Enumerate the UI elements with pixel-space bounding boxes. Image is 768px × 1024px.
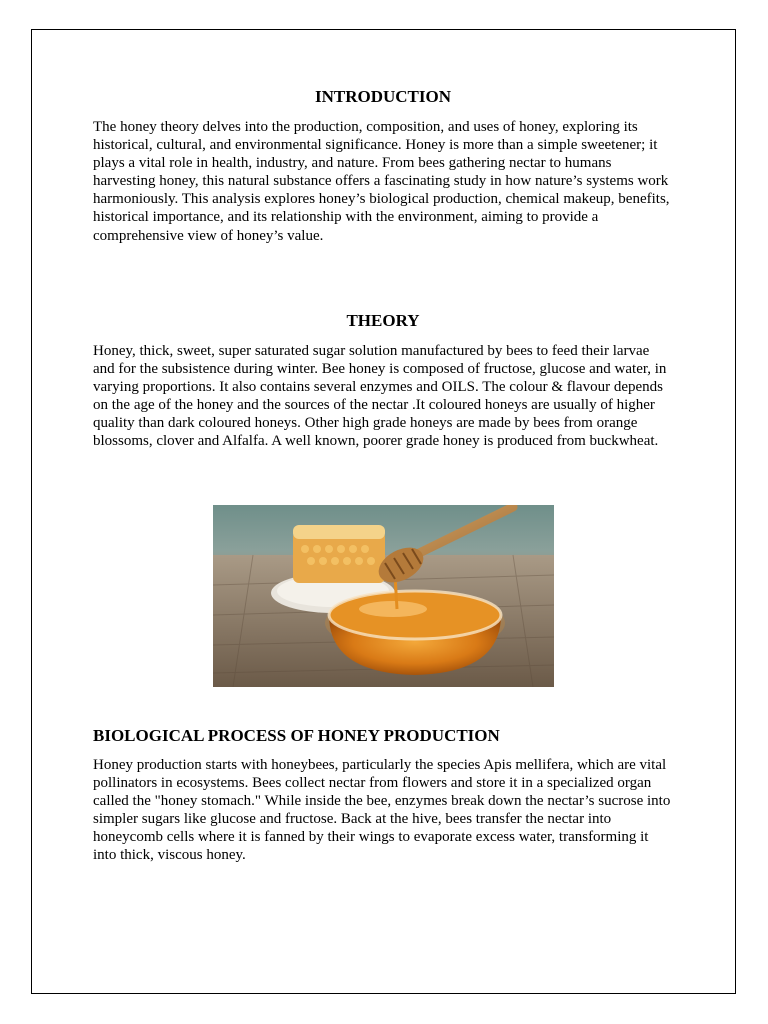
theory-heading: THEORY: [346, 311, 420, 330]
biological-paragraph: Honey production starts with honeybees, particularly the species Apis mellifera, which are vital pollinators in ecosystems. Bees collect nectar from flowers and store it in a specialized organ called the "honey stomach." While inside the bee, enzymes break down the nectar’s sucrose into simpler sugars like glucose and fructose. Back at the hive, bees transfer the nectar into honeycomb cells where it is fanned by their wings to evaporate excess water, transforming it into thick, viscous honey.: [93, 757, 671, 864]
introduction-paragraph: The honey theory delves into the production, composition, and uses of honey, exploring its historical, cultural, and environmental significance. Honey is more than a simple sweetener; it plays a vital role in health, industry, and nature. From bees gathering nectar to humans harvesting honey, this natural substance offers a fascinating study in how nature’s systems work harmoniously. This analysis explores honey’s biological production, chemical makeup, benefits, historical importance, and its relationship with the environment, aiming to provide a comprehensive view of honey’s value.: [93, 119, 670, 244]
theory-paragraph: Honey, thick, sweet, super saturated sugar solution manufactured by bees to feed their larvae and for the subsistence during winter. Bee honey is composed of fructose, glucose and water, in varying proportions. It also contains several enzymes and OILS. The colour & flavour depends on the age of the honey and the sources of the nectar .It coloured honeys are usually of higher quality than dark coloured honeys. Other high grade honeys are made by bees from orange blossoms, clover and Alfalfa. A well known, poorer grade honey is produced from buckwheat.: [93, 343, 667, 450]
biological-heading: BIOLOGICAL PROCESS OF HONEY PRODUCTION: [93, 726, 500, 745]
honey-bowl-photo: [213, 505, 554, 687]
introduction-heading: INTRODUCTION: [314, 87, 452, 106]
